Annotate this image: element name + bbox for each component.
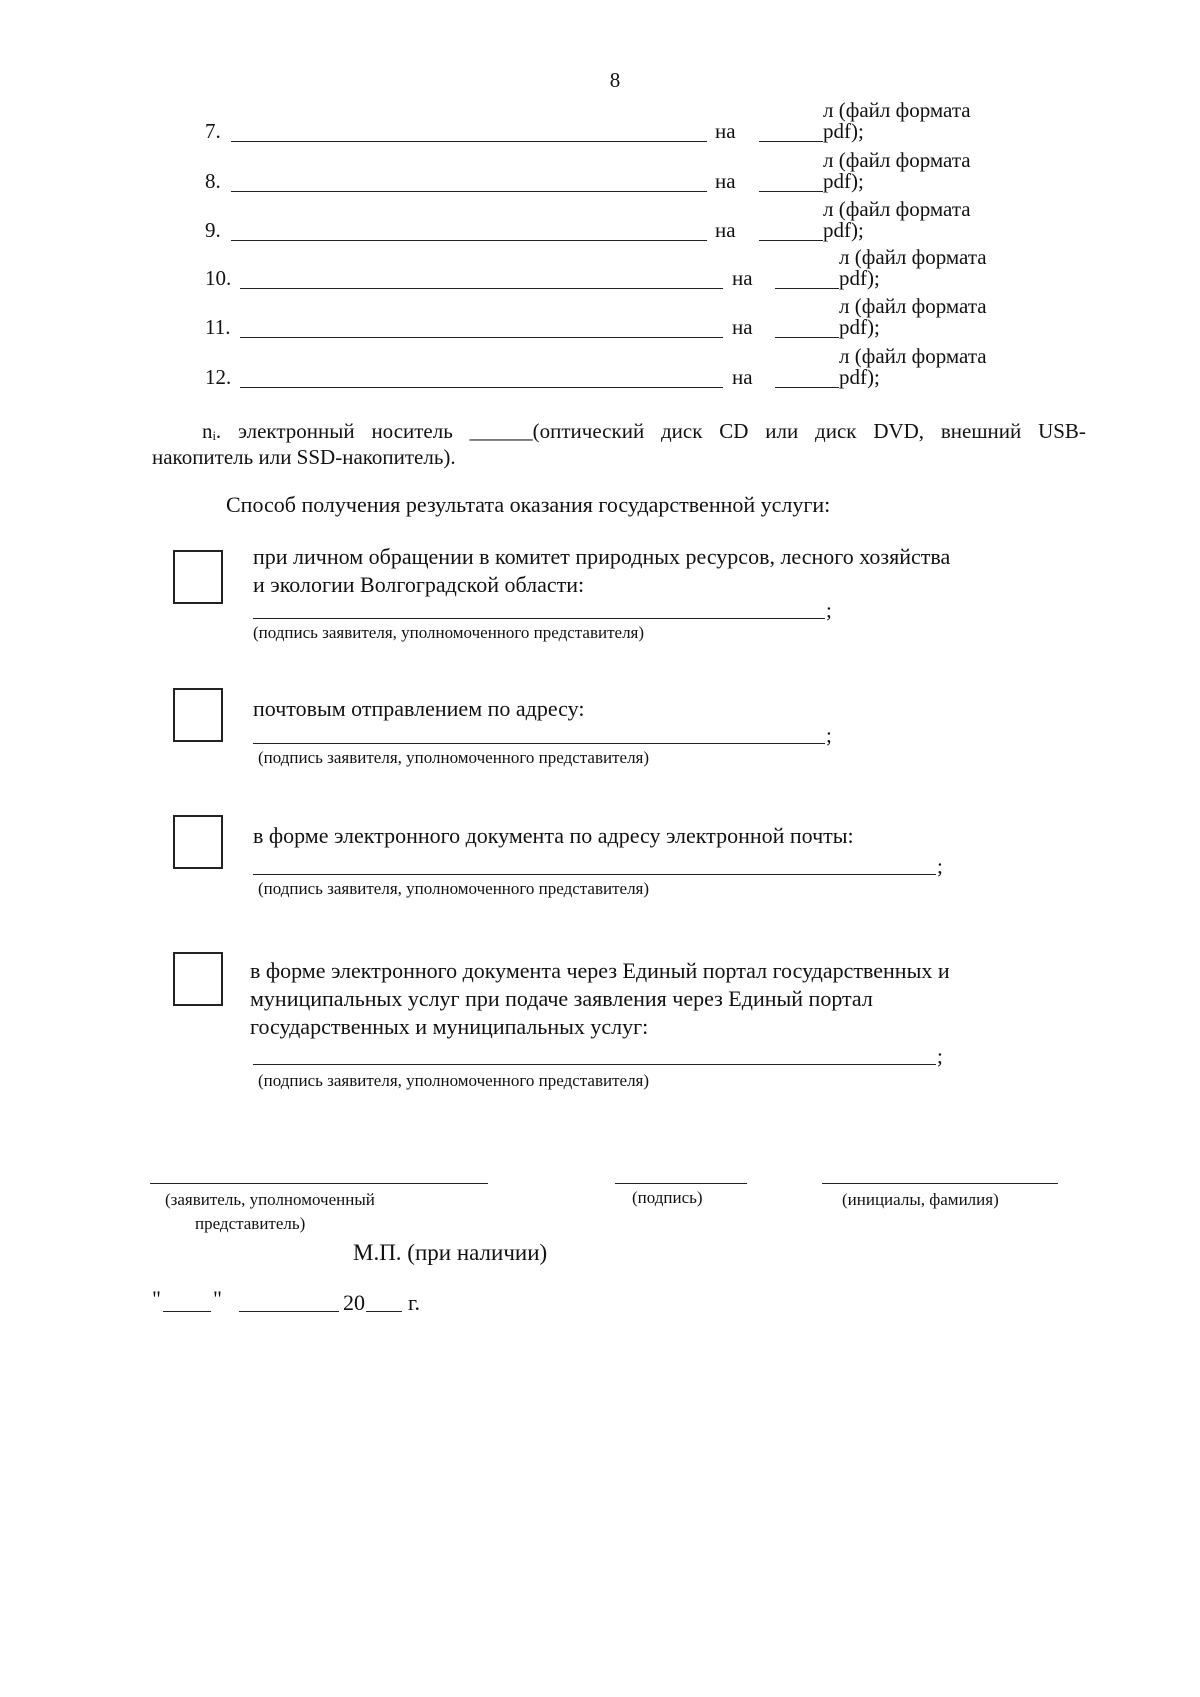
electronic-media-line-2: накопитель или SSD-накопитель). [152,445,456,469]
date-year-field[interactable] [366,1311,402,1312]
name-line[interactable] [822,1183,1058,1184]
delivery-method-heading: Способ получения результата оказания государственной услуги: [226,492,831,517]
attachment-name-field[interactable] [231,240,707,241]
attachment-number: 8. [205,169,221,193]
semicolon: ; [826,723,832,747]
attachment-na-label: на [732,365,753,389]
attachment-name-field[interactable] [240,387,723,388]
signature-caption: (подпись заявителя, уполномоченного представителя) [253,623,645,642]
attachment-row-9 [205,197,1005,242]
delivery-by-mail-signature-line[interactable] [253,743,825,744]
media-word: носитель [371,419,453,443]
attachment-number: 9. [205,218,221,242]
attachment-pages-field[interactable] [775,387,839,388]
media-word: диск [661,419,703,443]
attachment-suffix: л (файл формата pdf); [839,294,987,339]
delivery-via-portal-checkbox[interactable] [173,952,223,1006]
attachment-suffix: л (файл формата pdf); [839,344,987,389]
delivery-in-person-text [253,543,950,599]
delivery-via-portal-text [250,957,950,1041]
date-quote-close: " [213,1286,222,1311]
date-month-field[interactable] [239,1311,339,1312]
signature-caption: (подпись заявителя, уполномоченного представителя) [258,1071,650,1090]
attachment-suffix: л (файл формата pdf); [823,148,971,193]
option-line: почтовым отправлением по адресу: [253,696,585,721]
semicolon: ; [937,854,943,878]
attachment-row-7 [205,98,1005,143]
media-word: USB- [1038,419,1086,443]
applicant-signature-line[interactable] [150,1183,488,1184]
delivery-by-mail-checkbox[interactable] [173,688,223,742]
attachment-name-field[interactable] [231,191,707,192]
option-line: в форме электронного документа через Единый портал государственных и [250,958,950,983]
attachment-suffix: л (файл формата pdf); [823,98,971,143]
attachment-na-label: на [715,119,736,143]
media-word: внешний [940,419,1022,443]
media-word: или [765,419,799,443]
option-line: и экологии Волгоградской области: [253,572,585,597]
attachment-pages-field[interactable] [759,191,823,192]
media-word: диск [815,419,857,443]
attachment-suffix: л (файл формата pdf); [839,245,987,290]
delivery-by-mail-text [253,695,584,723]
page-number: 8 [609,68,621,92]
attachment-name-field[interactable] [240,337,723,338]
electronic-media-paragraph [152,418,1086,470]
media-word: DVD, [873,419,925,443]
attachment-suffix: л (файл формата pdf); [823,197,971,242]
delivery-via-portal-signature-line[interactable] [253,1064,936,1065]
media-word: ______(оптический [469,419,645,443]
attachment-pages-field[interactable] [759,141,823,142]
delivery-by-email-text [253,822,854,850]
delivery-in-person-checkbox[interactable] [173,550,223,604]
attachment-row-12 [205,344,1025,389]
date-quote-open: " [152,1286,161,1311]
media-word: электронный [238,419,355,443]
attachment-row-8 [205,148,1005,193]
signature-caption: (подпись заявителя, уполномоченного представителя) [258,879,650,898]
attachment-name-field[interactable] [240,288,723,289]
attachment-na-label: на [715,218,736,242]
sign-caption: (подпись) [632,1188,703,1207]
attachment-name-field[interactable] [231,141,707,142]
option-line: муниципальных услуг при подаче заявления через Единый портал [250,986,873,1011]
attachment-na-label: на [732,315,753,339]
media-prefix: nᵢ. [202,419,222,443]
delivery-by-email-checkbox[interactable] [173,815,223,869]
attachment-na-label: на [732,266,753,290]
signature-caption: (подпись заявителя, уполномоченного представителя) [258,748,650,767]
option-line: государственных и муниципальных услуг: [250,1014,649,1039]
attachment-na-label: на [715,169,736,193]
attachment-row-10 [205,245,1025,290]
attachment-pages-field[interactable] [775,288,839,289]
semicolon: ; [826,598,832,622]
attachment-number: 7. [205,119,221,143]
date-day-field[interactable] [163,1311,211,1312]
applicant-caption-line: представитель) [195,1214,306,1233]
attachment-pages-field[interactable] [775,337,839,338]
date-year-suffix: г. [408,1290,421,1315]
stamp-label: М.П. (при наличии) [353,1240,548,1265]
name-caption: (инициалы, фамилия) [842,1190,999,1209]
delivery-by-email-signature-line[interactable] [253,874,936,875]
applicant-caption [165,1188,375,1236]
attachment-pages-field[interactable] [759,240,823,241]
attachment-number: 11. [205,315,231,339]
option-line: при личном обращении в комитет природных ресурсов, лесного хозяйства [253,544,951,569]
media-word: CD [719,419,749,443]
sign-line[interactable] [615,1183,747,1184]
applicant-caption-line: (заявитель, уполномоченный [165,1190,375,1209]
semicolon: ; [937,1044,943,1068]
attachment-row-11 [205,294,1025,339]
delivery-in-person-signature-line[interactable] [253,618,825,619]
electronic-media-line-1 [152,418,1086,444]
attachment-number: 10. [205,266,232,290]
date-year-prefix: 20 [343,1290,365,1315]
attachment-number: 12. [205,365,232,389]
option-line: в форме электронного документа по адресу электронной почты: [253,823,854,848]
